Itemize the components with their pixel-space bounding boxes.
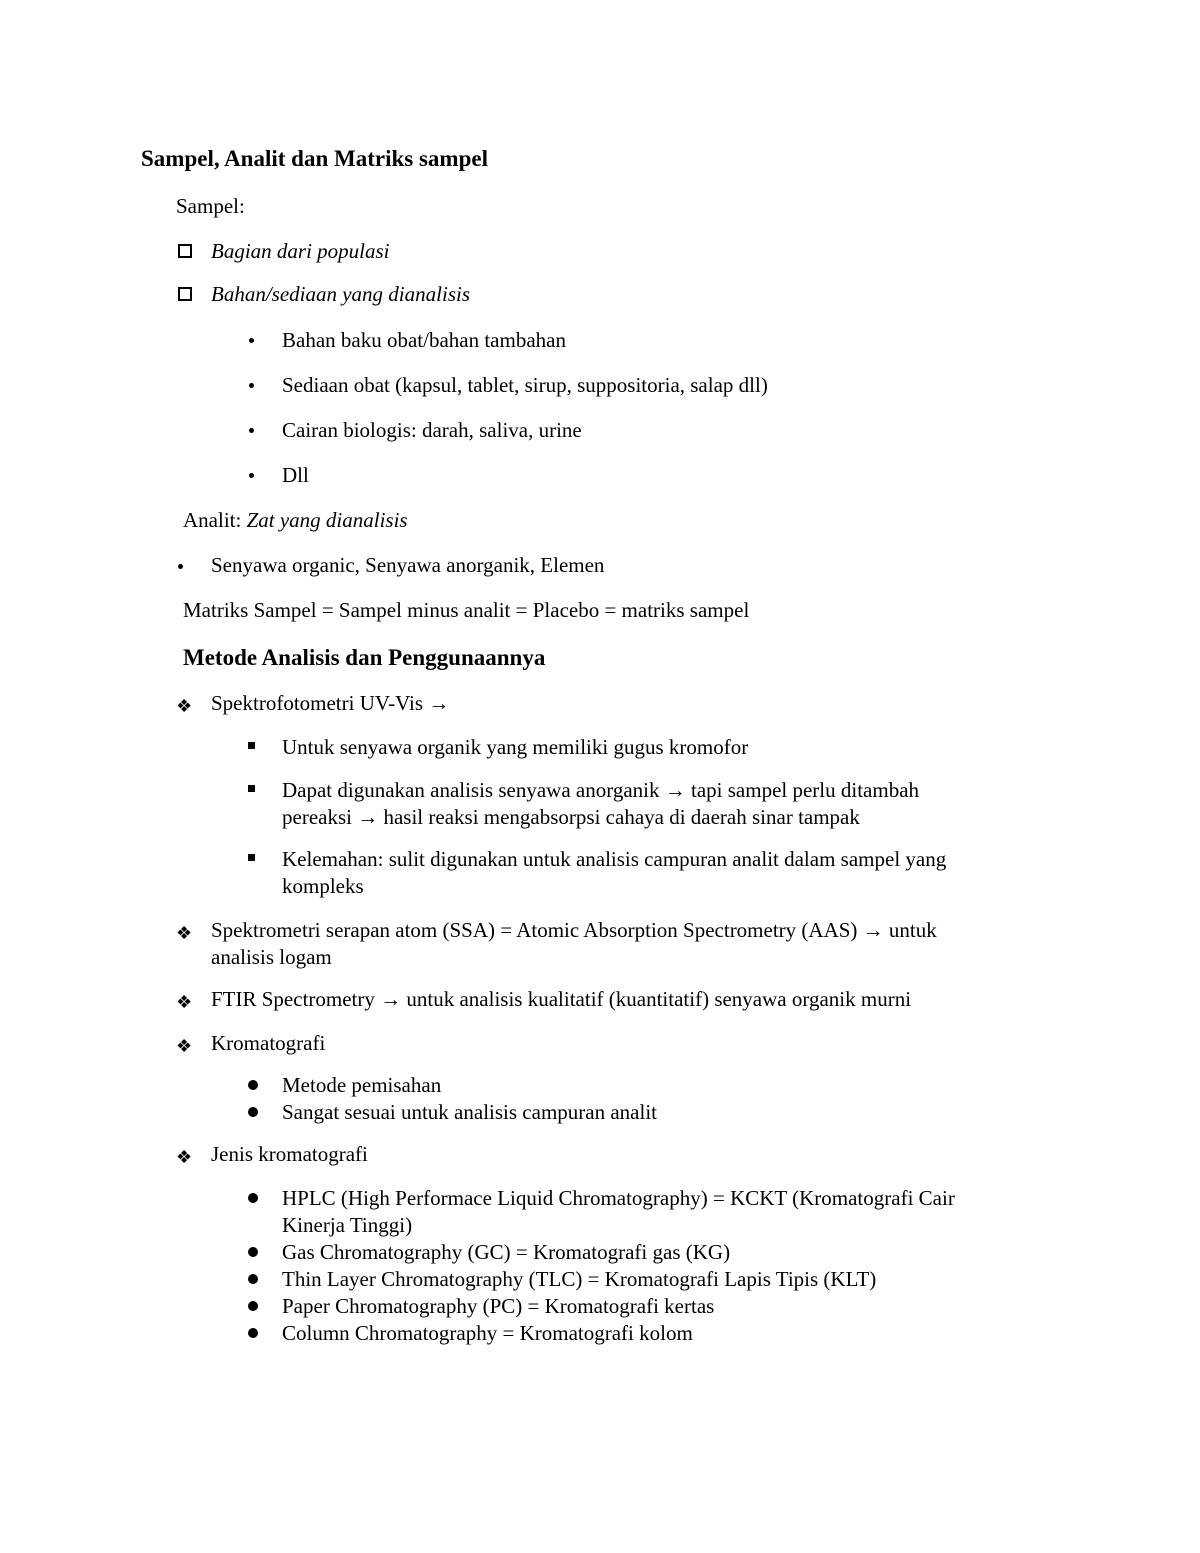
section-title-sampel: Sampel, Analit dan Matriks sampel [141, 146, 488, 171]
sampel-label: Sampel: [176, 194, 245, 218]
bullet-icon [249, 473, 254, 478]
diamond-bullet-icon: ❖ [176, 923, 193, 943]
bullet-icon [248, 1080, 258, 1090]
kromatografi-item: Metode pemisahan [282, 1073, 442, 1097]
jenis-item: Gas Chromatography (GC) = Kromatografi gas (KG) [282, 1240, 731, 1264]
diamond-bullet-icon: ❖ [176, 696, 193, 716]
diamond-bullet-icon: ❖ [176, 1036, 193, 1056]
method-uvvis: Spektrofotometri UV-Vis → [211, 691, 450, 715]
checkbox-icon [178, 244, 192, 258]
arrow-icon: → [380, 987, 402, 1011]
bullet-icon [248, 1328, 258, 1338]
method-sub-item: Untuk senyawa organik yang memiliki gugus kromofor [282, 735, 749, 759]
arrow-icon: → [428, 691, 450, 715]
checkbox-icon [178, 287, 192, 301]
jenis-item: Paper Chromatography (PC) = Kromatografi kertas [282, 1294, 715, 1318]
arrow-icon: → [357, 805, 379, 829]
arrow-icon: → [664, 778, 686, 802]
sampel-item: Bahan/sediaan yang dianalisis [211, 282, 470, 306]
bullet-icon [248, 1274, 258, 1284]
arrow-icon: → [862, 918, 884, 942]
method-sub-item: Dapat digunakan analisis senyawa anorganik → tapi sampel perlu ditambah [282, 778, 920, 802]
bullet-icon [248, 1107, 258, 1117]
analit-label: Analit: [183, 508, 247, 532]
bullet-icon [178, 564, 183, 569]
method-sub-item: Kelemahan: sulit digunakan untuk analisis campuran analit dalam sampel yang [282, 847, 947, 871]
matriks-line: Matriks Sampel = Sampel minus analit = Placebo = matriks sampel [183, 598, 750, 622]
method-ssa-cont: analisis logam [211, 945, 332, 969]
sampel-sub-item: Sediaan obat (kapsul, tablet, sirup, suppositoria, salap dll) [282, 373, 768, 397]
bullet-icon [248, 1247, 258, 1257]
analit-line [183, 507, 408, 534]
jenis-item-cont: Kinerja Tinggi) [282, 1213, 413, 1237]
jenis-item: HPLC (High Performace Liquid Chromatography) = KCKT (Kromatografi Cair [282, 1186, 955, 1210]
sampel-item: Bagian dari populasi [211, 239, 390, 263]
square-bullet-icon [248, 785, 255, 792]
method-jenis-kromatografi: Jenis kromatografi [211, 1142, 368, 1166]
bullet-icon [249, 383, 254, 388]
bullet-icon [249, 428, 254, 433]
analit-item: Senyawa organic, Senyawa anorganik, Elemen [211, 553, 605, 577]
square-bullet-icon [248, 854, 255, 861]
jenis-item: Thin Layer Chromatography (TLC) = Kromatografi Lapis Tipis (KLT) [282, 1267, 877, 1291]
method-kromatografi: Kromatografi [211, 1031, 326, 1055]
method-sub-item-cont: pereaksi → hasil reaksi mengabsorpsi cahaya di daerah sinar tampak [282, 805, 860, 829]
analit-definition: Zat yang dianalisis [246, 508, 408, 532]
diamond-bullet-icon: ❖ [176, 992, 193, 1012]
jenis-item: Column Chromatography = Kromatografi kolom [282, 1321, 693, 1345]
sampel-sub-item: Cairan biologis: darah, saliva, urine [282, 418, 582, 442]
bullet-icon [249, 338, 254, 343]
bullet-icon [248, 1193, 258, 1203]
sampel-sub-item: Dll [282, 463, 309, 487]
section-title-metode: Metode Analisis dan Penggunaannya [183, 645, 546, 670]
kromatografi-item: Sangat sesuai untuk analisis campuran analit [282, 1100, 657, 1124]
square-bullet-icon [248, 742, 255, 749]
sampel-sub-item: Bahan baku obat/bahan tambahan [282, 328, 566, 352]
method-ftir: FTIR Spectrometry → untuk analisis kualitatif (kuantitatif) senyawa organik murni [211, 987, 912, 1011]
bullet-icon [248, 1301, 258, 1311]
method-ssa: Spektrometri serapan atom (SSA) = Atomic Absorption Spectrometry (AAS) → untuk [211, 918, 937, 942]
method-sub-item-cont: kompleks [282, 874, 364, 898]
diamond-bullet-icon: ❖ [176, 1147, 193, 1167]
